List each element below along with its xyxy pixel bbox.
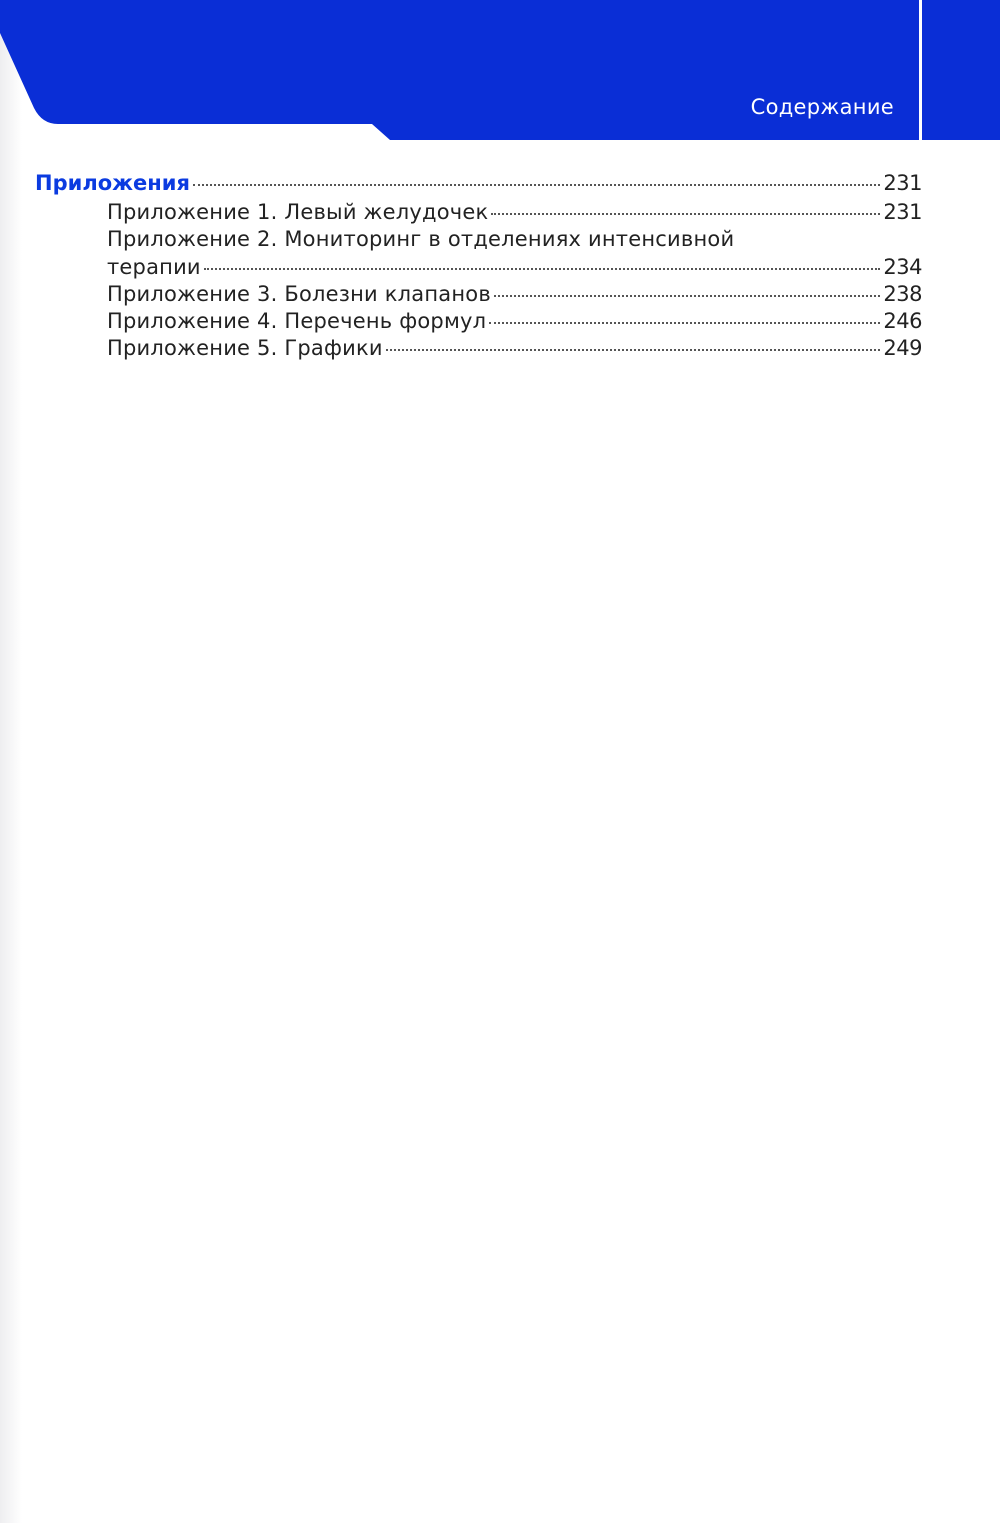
toc-item[interactable] <box>35 282 922 309</box>
toc-item-label: Приложение 5. Графики <box>107 336 383 360</box>
toc-item[interactable] <box>35 309 922 336</box>
toc-page-number: 231 <box>883 200 922 224</box>
toc-item[interactable] <box>35 200 922 227</box>
toc-page-number: 231 <box>883 171 922 195</box>
toc-section-label: Приложения <box>35 171 190 195</box>
dot-leader <box>193 184 880 186</box>
toc-page-number: 238 <box>883 282 922 306</box>
dot-leader <box>386 349 881 351</box>
dot-leader <box>204 268 881 270</box>
toc-item-label: Приложение 1. Левый желудочек <box>107 200 489 224</box>
toc-item-label-line2: терапии <box>107 255 201 279</box>
header-banner <box>0 0 1000 145</box>
toc-item-label: Приложение 4. Перечень формул <box>107 309 487 333</box>
table-of-contents <box>35 171 922 363</box>
toc-item-label-line1: Приложение 2. Мониторинг в отделениях интенсивной <box>107 227 735 251</box>
dot-leader <box>494 295 880 297</box>
dot-leader <box>489 322 880 324</box>
toc-item-label: Приложение 3. Болезни клапанов <box>107 282 491 306</box>
toc-item[interactable] <box>35 227 922 282</box>
header-title: Содержание <box>750 95 894 119</box>
toc-page-number: 246 <box>883 309 922 333</box>
toc-item[interactable] <box>35 336 922 363</box>
toc-section[interactable] <box>35 171 922 200</box>
toc-page-number: 234 <box>883 255 922 279</box>
toc-page-number: 249 <box>883 336 922 360</box>
page-edge-shadow <box>0 0 22 1523</box>
dot-leader <box>491 213 880 215</box>
